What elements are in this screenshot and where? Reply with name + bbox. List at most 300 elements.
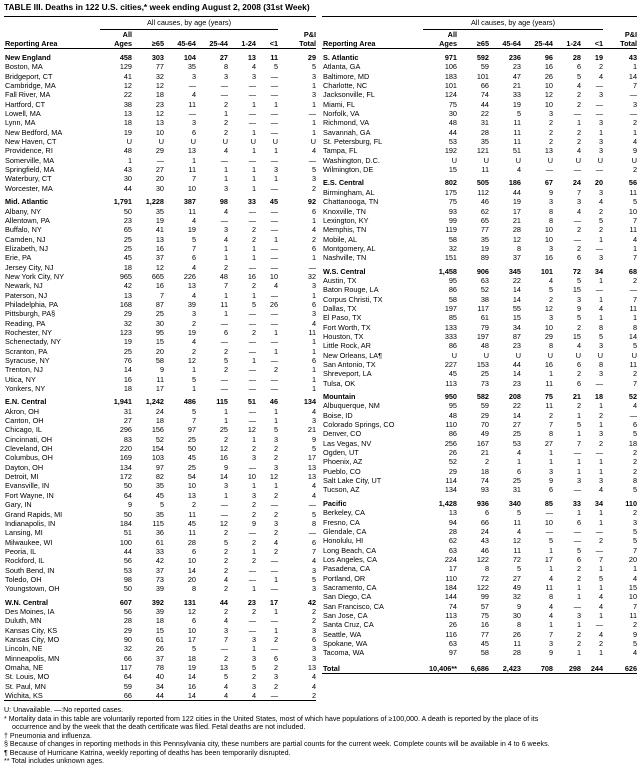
reporting-area-cell: Knoxville, TN bbox=[323, 206, 366, 216]
value-cell: 7 bbox=[548, 420, 553, 430]
value-cell: 59 bbox=[480, 401, 489, 411]
value-cell: 8 bbox=[632, 476, 638, 486]
value-cell: 4 bbox=[598, 485, 604, 495]
value-cell: 3 bbox=[598, 187, 604, 197]
value-cell: 2 bbox=[223, 584, 228, 594]
value-cell: 22 bbox=[480, 109, 489, 119]
value-cell: 7 bbox=[632, 253, 638, 263]
value-cell: 4 bbox=[598, 629, 604, 639]
value-cell: 11 bbox=[513, 545, 521, 555]
value-cell: — bbox=[270, 374, 279, 384]
value-cell: 17 bbox=[307, 453, 317, 463]
value-cell: — bbox=[308, 528, 317, 538]
value-cell: 46 bbox=[480, 197, 489, 207]
city-row bbox=[322, 207, 637, 216]
value-cell: 2 bbox=[548, 127, 553, 137]
value-cell: — bbox=[595, 526, 604, 536]
value-cell: 20 bbox=[155, 174, 164, 184]
value-cell: — bbox=[545, 165, 553, 175]
value-cell: 172 bbox=[119, 472, 132, 482]
value-cell: 1 bbox=[223, 406, 228, 416]
city-row bbox=[4, 472, 316, 481]
value-cell: 5 bbox=[223, 672, 228, 682]
city-row bbox=[322, 253, 637, 262]
value-cell: 1 bbox=[127, 155, 132, 165]
region-row bbox=[4, 594, 316, 607]
value-cell: 3 bbox=[576, 294, 581, 304]
reporting-area-cell: Memphis, TN bbox=[323, 225, 367, 235]
value-cell: 37 bbox=[155, 653, 164, 663]
value-cell: 2 bbox=[632, 118, 638, 128]
value-cell: 7 bbox=[632, 378, 638, 388]
value-cell: 1 bbox=[223, 174, 228, 184]
reporting-area-cell: Buffalo, NY bbox=[5, 225, 42, 235]
value-cell: 28 bbox=[512, 648, 521, 658]
value-cell: 48 bbox=[448, 410, 457, 420]
value-cell: 7 bbox=[159, 290, 164, 300]
value-cell: 5 bbox=[311, 62, 317, 72]
value-cell: — bbox=[595, 99, 604, 109]
value-cell: 2 bbox=[632, 165, 638, 175]
value-cell: — bbox=[270, 616, 279, 626]
value-cell: 21 bbox=[512, 81, 521, 91]
value-cell: 1 bbox=[251, 99, 256, 109]
value-cell: — bbox=[270, 253, 279, 263]
city-row bbox=[4, 500, 316, 509]
value-cell: 2 bbox=[548, 410, 553, 420]
value-cell: 3 bbox=[251, 681, 256, 691]
value-cell: 5 bbox=[576, 71, 581, 81]
reporting-area-cell: Portland, OR bbox=[323, 573, 366, 583]
city-row bbox=[322, 476, 637, 485]
value-cell: 57 bbox=[480, 601, 489, 611]
value-cell: 13 bbox=[247, 53, 256, 62]
value-cell: — bbox=[573, 536, 581, 546]
value-cell: 59 bbox=[123, 681, 132, 691]
value-cell: 40 bbox=[155, 672, 164, 682]
value-cell: 110 bbox=[625, 498, 638, 508]
city-row bbox=[4, 584, 316, 593]
value-cell: 1 bbox=[548, 545, 553, 555]
value-cell: 2 bbox=[576, 369, 581, 379]
city-row bbox=[4, 174, 316, 183]
value-cell: 45 bbox=[123, 253, 132, 263]
value-cell: 17 bbox=[448, 564, 457, 574]
value-cell: 4 bbox=[191, 262, 196, 272]
value-cell: 220 bbox=[119, 444, 132, 454]
value-cell: 5 bbox=[223, 356, 228, 365]
value-cell: 11 bbox=[513, 137, 521, 147]
value-cell: 6 bbox=[311, 206, 317, 216]
value-cell: 1 bbox=[251, 584, 256, 594]
city-row bbox=[4, 435, 316, 444]
value-cell: 2 bbox=[251, 509, 256, 519]
value-cell: 5 bbox=[191, 374, 196, 384]
reporting-area-cell: Spokane, WA bbox=[323, 638, 368, 648]
city-row bbox=[322, 332, 637, 341]
value-cell: 30 bbox=[155, 183, 164, 193]
value-cell: 5 bbox=[632, 485, 638, 495]
value-cell: 1 bbox=[223, 290, 228, 300]
value-cell: 101 bbox=[476, 71, 489, 81]
value-cell: 8 bbox=[548, 206, 553, 216]
value-cell: 4 bbox=[516, 448, 521, 458]
value-cell: 3 bbox=[598, 137, 604, 147]
value-cell: 19 bbox=[187, 663, 196, 672]
reporting-area-cell: Seattle, WA bbox=[323, 629, 362, 639]
value-cell: 5 bbox=[311, 574, 317, 584]
value-cell: 116 bbox=[445, 629, 457, 639]
value-cell: 16 bbox=[480, 620, 489, 630]
city-row bbox=[322, 341, 637, 350]
value-cell: 8 bbox=[516, 620, 521, 630]
value-cell: 28 bbox=[187, 537, 196, 547]
value-cell: 2 bbox=[632, 466, 638, 476]
value-cell: 134 bbox=[303, 397, 317, 407]
city-row bbox=[4, 528, 316, 537]
value-cell: 23 bbox=[123, 215, 132, 225]
value-cell: 2 bbox=[251, 500, 256, 510]
value-cell: 4 bbox=[191, 290, 196, 300]
reporting-area-cell: Colorado Springs, CO bbox=[323, 420, 395, 430]
value-cell: 97 bbox=[187, 425, 196, 435]
value-cell: 387 bbox=[183, 197, 196, 207]
value-cell: 56 bbox=[123, 606, 132, 616]
city-row bbox=[4, 491, 316, 500]
value-cell: — bbox=[595, 81, 604, 91]
reporting-area-cell: Peoria, IL bbox=[5, 546, 37, 556]
value-cell: 86 bbox=[448, 285, 457, 295]
value-cell: 2 bbox=[311, 606, 317, 616]
value-cell: 87 bbox=[512, 331, 521, 341]
value-cell: 90 bbox=[123, 634, 132, 644]
value-cell: 6 bbox=[311, 243, 317, 253]
value-cell: — bbox=[270, 691, 279, 701]
value-cell: 113 bbox=[445, 378, 457, 388]
value-cell: 35 bbox=[480, 137, 489, 147]
city-row bbox=[322, 188, 637, 197]
value-cell: 25 bbox=[512, 429, 521, 439]
value-cell: — bbox=[270, 262, 279, 272]
value-cell: — bbox=[595, 285, 604, 295]
value-cell: 110 bbox=[445, 420, 457, 430]
city-row bbox=[322, 304, 637, 313]
city-row bbox=[322, 128, 637, 137]
value-cell: 14 bbox=[628, 71, 638, 81]
value-cell: 4 bbox=[223, 616, 228, 626]
city-row bbox=[4, 216, 316, 225]
value-cell: 10 bbox=[544, 517, 553, 527]
value-cell: — bbox=[573, 601, 581, 611]
city-row bbox=[4, 128, 316, 137]
reporting-area-cell: Baton Rouge, LA bbox=[323, 285, 379, 295]
city-row bbox=[322, 276, 637, 285]
value-cell: 1 bbox=[273, 146, 279, 156]
value-cell: 2 bbox=[598, 206, 604, 216]
reporting-area-cell: Fall River, MA bbox=[5, 90, 51, 100]
value-cell: 4 bbox=[311, 672, 317, 682]
value-cell: 6 bbox=[311, 537, 317, 547]
reporting-area-cell: Springfield, MA bbox=[5, 165, 55, 175]
value-cell: 63 bbox=[480, 275, 489, 285]
value-cell: 117 bbox=[477, 303, 489, 313]
value-cell: 129 bbox=[119, 62, 132, 72]
value-cell: 56 bbox=[628, 178, 638, 188]
value-cell: — bbox=[248, 625, 256, 635]
value-cell: 134 bbox=[444, 485, 457, 495]
value-cell: 10 bbox=[187, 183, 196, 193]
value-cell: — bbox=[220, 500, 228, 510]
col-pi-line1: P&I bbox=[624, 30, 638, 39]
value-cell: 15 bbox=[155, 337, 164, 347]
city-row bbox=[4, 309, 316, 318]
value-cell: 1 bbox=[632, 243, 638, 253]
value-cell: 18 bbox=[480, 466, 489, 476]
value-cell: 2 bbox=[576, 638, 581, 648]
value-cell: 26 bbox=[448, 620, 457, 630]
value-cell: 64 bbox=[123, 490, 132, 500]
header-row-1 bbox=[4, 30, 316, 40]
city-row bbox=[4, 566, 316, 575]
col-all-ages-line1: All bbox=[122, 30, 132, 39]
reporting-area-cell: Montgomery, AL bbox=[323, 243, 376, 253]
value-cell: U bbox=[547, 350, 553, 360]
value-cell: 144 bbox=[444, 592, 457, 602]
value-cell: 2 bbox=[223, 118, 228, 128]
value-cell: 83 bbox=[123, 434, 132, 444]
value-cell: 25 bbox=[123, 234, 132, 244]
value-cell: 156 bbox=[151, 425, 164, 435]
reporting-area-cell: Hartford, CT bbox=[5, 99, 46, 109]
value-cell: 5 bbox=[576, 545, 581, 555]
value-cell: 19 bbox=[123, 127, 132, 137]
value-cell: U bbox=[451, 350, 457, 360]
value-cell: 58 bbox=[480, 648, 489, 658]
value-cell: 4 bbox=[223, 691, 228, 701]
value-cell: 13 bbox=[219, 663, 228, 672]
value-cell: 29 bbox=[480, 410, 489, 420]
reporting-area-cell: Paterson, NJ bbox=[5, 290, 48, 300]
value-cell: 1 bbox=[632, 564, 638, 574]
value-cell: 7 bbox=[632, 294, 638, 304]
value-cell: — bbox=[270, 71, 279, 81]
value-cell: 14 bbox=[628, 331, 638, 341]
reporting-area-cell: Mountain bbox=[323, 392, 356, 402]
value-cell: 98 bbox=[219, 197, 228, 207]
value-cell: — bbox=[545, 526, 553, 536]
value-cell: — bbox=[270, 356, 279, 365]
value-cell: 8 bbox=[598, 322, 604, 332]
value-cell: 1 bbox=[311, 374, 317, 384]
value-cell: 1 bbox=[632, 62, 638, 72]
reporting-area-cell: Reading, PA bbox=[5, 318, 46, 328]
value-cell: 4 bbox=[598, 601, 604, 611]
value-cell: 154 bbox=[151, 444, 164, 454]
value-cell: 2 bbox=[576, 573, 581, 583]
value-cell: 1,242 bbox=[145, 397, 164, 407]
value-cell: 1 bbox=[251, 253, 256, 263]
value-cell: 42 bbox=[123, 281, 132, 291]
city-row bbox=[322, 235, 637, 244]
value-cell: 44 bbox=[480, 99, 489, 109]
value-cell: 9 bbox=[632, 146, 638, 156]
reporting-area-cell: Birmingham, AL bbox=[323, 187, 375, 197]
value-cell: 2 bbox=[598, 62, 604, 72]
value-cell: 3 bbox=[273, 462, 279, 472]
value-cell: 1,941 bbox=[113, 397, 132, 407]
city-row bbox=[4, 156, 316, 165]
value-cell: 114 bbox=[445, 476, 457, 486]
city-row bbox=[4, 272, 316, 281]
value-cell: — bbox=[270, 337, 279, 347]
reporting-area-cell: E.S. Central bbox=[323, 178, 364, 188]
reporting-area-cell: Cleveland, OH bbox=[5, 444, 53, 454]
value-cell: 18 bbox=[628, 438, 638, 448]
city-row bbox=[322, 518, 637, 527]
value-cell: 42 bbox=[155, 556, 164, 566]
city-row bbox=[322, 429, 637, 438]
value-cell: 5 bbox=[191, 234, 196, 244]
value-cell: 9 bbox=[576, 303, 581, 313]
value-cell: 14 bbox=[512, 369, 521, 379]
value-cell: 53 bbox=[448, 137, 457, 147]
value-cell: 1 bbox=[251, 644, 256, 654]
col-all-ages-line2: Ages bbox=[423, 39, 457, 49]
value-cell: 965 bbox=[119, 271, 132, 281]
value-cell: 3 bbox=[548, 109, 553, 119]
col-pi-line2: Total bbox=[278, 39, 316, 49]
value-cell: 28 bbox=[123, 616, 132, 626]
city-row bbox=[4, 663, 316, 672]
reporting-area-cell: Duluth, MN bbox=[5, 616, 42, 626]
value-cell: 5 bbox=[576, 275, 581, 285]
value-cell: 1 bbox=[251, 546, 256, 556]
value-cell: 2 bbox=[223, 99, 228, 109]
value-cell: 2 bbox=[251, 537, 256, 547]
value-cell: 122 bbox=[476, 582, 489, 592]
value-cell: 28 bbox=[448, 526, 457, 536]
value-cell: — bbox=[248, 365, 256, 375]
city-row bbox=[4, 375, 316, 384]
value-cell: 76 bbox=[123, 356, 132, 365]
value-cell: 224 bbox=[444, 554, 457, 564]
city-row bbox=[322, 313, 637, 322]
value-cell: 1 bbox=[273, 416, 279, 426]
value-cell: 72 bbox=[480, 573, 489, 583]
reporting-area-cell: Gary, IN bbox=[5, 500, 32, 510]
value-cell: 44 bbox=[123, 183, 132, 193]
value-cell: 2 bbox=[273, 365, 279, 375]
value-cell: 3 bbox=[311, 281, 317, 291]
value-cell: 1 bbox=[598, 564, 604, 574]
value-cell: 1 bbox=[273, 174, 279, 184]
value-cell: — bbox=[270, 318, 279, 328]
value-cell: 1,428 bbox=[438, 498, 457, 508]
value-cell: 3 bbox=[273, 165, 279, 175]
value-cell: 3 bbox=[311, 653, 317, 663]
value-cell: 2 bbox=[251, 606, 256, 616]
value-cell: — bbox=[573, 109, 581, 119]
value-cell: 67 bbox=[544, 178, 553, 188]
value-cell: U bbox=[597, 350, 604, 360]
header-row-2 bbox=[322, 39, 637, 49]
value-cell: 45 bbox=[155, 490, 164, 500]
value-cell: 29 bbox=[155, 146, 164, 156]
value-cell: 14 bbox=[512, 285, 521, 295]
value-cell: 23 bbox=[155, 99, 164, 109]
value-cell: 1 bbox=[598, 275, 604, 285]
value-cell: 31 bbox=[123, 406, 132, 416]
value-cell: 505 bbox=[476, 178, 489, 188]
value-cell: 11 bbox=[188, 206, 196, 216]
reporting-area-cell: Pacific bbox=[323, 498, 347, 508]
city-row bbox=[322, 485, 637, 494]
value-cell: 7 bbox=[632, 81, 638, 91]
city-row bbox=[322, 611, 637, 620]
value-cell: 19 bbox=[512, 99, 521, 109]
value-cell: 23 bbox=[247, 597, 256, 607]
value-cell: 6 bbox=[548, 485, 553, 495]
reporting-area-cell: Youngstown, OH bbox=[5, 584, 60, 594]
value-cell: 12 bbox=[512, 234, 521, 244]
value-cell: 19 bbox=[155, 215, 164, 225]
value-cell: 2 bbox=[223, 546, 228, 556]
value-cell: — bbox=[248, 574, 256, 584]
city-row bbox=[322, 216, 637, 225]
city-row bbox=[4, 165, 316, 174]
value-cell: — bbox=[248, 81, 256, 91]
value-cell: 16 bbox=[544, 253, 553, 263]
value-cell: 12 bbox=[544, 303, 553, 313]
value-cell: 122 bbox=[476, 554, 489, 564]
value-cell: 43 bbox=[480, 536, 489, 546]
value-cell: — bbox=[573, 165, 581, 175]
value-cell: 5 bbox=[598, 215, 604, 225]
value-cell: 1 bbox=[273, 625, 279, 635]
value-cell: 27 bbox=[512, 573, 521, 583]
value-cell: 2 bbox=[251, 225, 256, 235]
city-row bbox=[322, 536, 637, 545]
value-cell: 5 bbox=[311, 165, 317, 175]
value-cell: 19 bbox=[480, 243, 489, 253]
value-cell: 39 bbox=[155, 584, 164, 594]
reporting-area-cell: E.N. Central bbox=[5, 397, 47, 407]
value-cell: 7 bbox=[576, 438, 581, 448]
value-cell: 1 bbox=[576, 648, 581, 658]
value-cell: 18 bbox=[155, 90, 164, 100]
value-cell: 7 bbox=[223, 281, 228, 291]
value-cell: 14 bbox=[187, 565, 196, 575]
city-row bbox=[322, 100, 637, 109]
value-cell: 16 bbox=[123, 374, 132, 384]
value-cell: 6 bbox=[576, 360, 581, 369]
value-cell: 11 bbox=[545, 582, 553, 592]
value-cell: 2 bbox=[251, 444, 256, 454]
value-cell: 11 bbox=[629, 303, 638, 313]
value-cell: 2 bbox=[576, 629, 581, 639]
value-cell: 58 bbox=[448, 294, 457, 304]
value-cell: 59 bbox=[480, 62, 489, 72]
value-cell: 26 bbox=[544, 71, 553, 81]
value-cell: 3 bbox=[311, 71, 317, 81]
value-cell: — bbox=[248, 118, 256, 128]
value-cell: 38 bbox=[480, 294, 489, 304]
reporting-area-cell: Shreveport, LA bbox=[323, 369, 372, 379]
reporting-area-cell: Jacksonville, FL bbox=[323, 90, 375, 100]
footnote: § Because of changes in reporting methods in this Pennsylvania city, these numbers are partial counts for the current week. Complete counts will be available in 4 to 6 weeks. bbox=[4, 740, 550, 748]
value-cell: — bbox=[220, 155, 228, 165]
city-row bbox=[322, 602, 637, 611]
